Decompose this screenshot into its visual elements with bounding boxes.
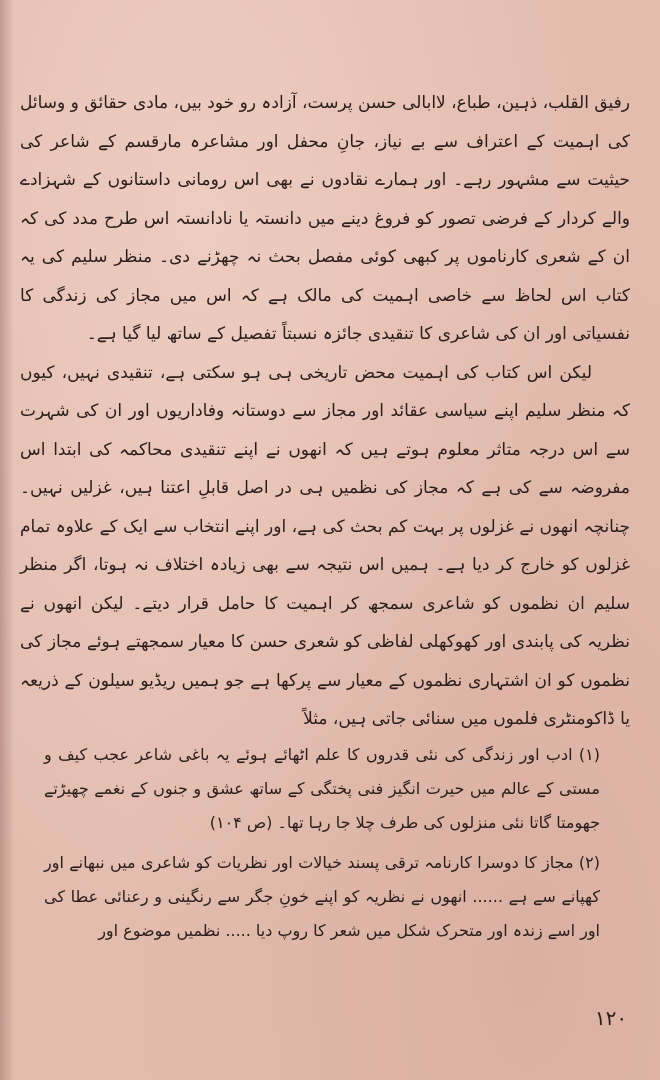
paragraph-1: رفیق القلب، ذہین، طباع، لاابالی حسن پرست، آزادہ رو خود بیں، مادی حقائق و وسائل کی اہمیت کے اعتراف سے بے نیاز، جانِ محفل اور مشاعرہ مارقسم کے شاعر کی حیثیت سے مشہور رہے۔ اور ہمارے نقادوں نے بھی اس رومانی داستانوں کے شہزادے والے کردار کے فرضی تصور کو فروغ دینے میں دانستہ یا نادانستہ اس طرح مدد کی کہ ان کے شعری کارناموں پر کبھی کوئی مفصل بحث نہ چھڑنے دی۔ منظر سلیم کی یہ کتاب اس لحاظ سے خاصی اہمیت کی مالک ہے کہ اس میں مجاز کی زندگی کا نفسیاتی اور ان کی شاعری کا تنقیدی جائزہ نسبتاً تفصیل کے ساتھ لیا گیا ہے۔ — [20, 93, 630, 344]
quotations — [44, 738, 600, 954]
page-number: ۱۲۰ — [594, 1006, 628, 1030]
quote-1: (۱) ادب اور زندگی کی نئی قدروں کا علم اٹھائے ہوئے یہ باغی شاعر عجب کیف و مستی کے عالم میں حیرت انگیز فنی پختگی کے ساتھ عشق و جنوں کے نغمے چھیڑتے جھومتا گاتا نئی منزلوں کی طرف چلا جا رہا تھا۔ (ص ۱۰۴) — [44, 745, 600, 832]
quote-2: (۲) مجاز کا دوسرا کارنامہ ترقی پسند خیالات اور نظریات کو شاعری میں نبھانے اور کھپانے سے ہے ...... انھوں نے نظریہ کو اپنے خونِ جگر سے رنگینی و رعنائی عطا کی اور اسے زندہ اور متحرک شکل میں شعر کا روپ دیا ..... نظمیں موضوع اور — [44, 853, 600, 940]
body-text — [20, 84, 630, 739]
paragraph-2: لیکن اس کتاب کی اہمیت محض تاریخی ہی ہو سکتی ہے، تنقیدی نہیں، کیوں کہ منظر سلیم اپنے سیاسی عقائد اور مجاز سے دوستانہ وفاداریوں اور ان کی شہرت سے اس درجہ متاثر معلوم ہوتے ہیں کہ انھوں نے اپنے تنقیدی محاکمہ کی ابتدا اس مفروضہ سے کی ہے کہ مجاز کی نظمیں ہی در اصل قابلِ اعتنا ہیں، غزلیں نہیں۔ چنانچہ انھوں نے غزلوں پر بہت کم بحث کی ہے، اور اپنے انتخاب سے ایک کے علاوہ تمام غزلوں کو خارج کر دیا ہے۔ ہمیں اس نتیجہ سے بھی زیادہ اختلاف نہ ہوتا، اگر منظر سلیم ان نظموں کو شاعری سمجھ کر اہمیت کا حامل قرار دیتے۔ لیکن انھوں نے نظریہ کی پابندی اور کھوکھلی لفاظی کو شعری حسن کا معیار سمجھتے ہوئے مجاز کی نظموں کو ان اشتہاری نظموں کے معیار سے پرکھا ہے جو ہمیں ریڈیو سیلون کے ذریعہ یا ڈاکومنٹری فلموں میں سنائی جاتی ہیں، مثلاً — [20, 362, 630, 729]
